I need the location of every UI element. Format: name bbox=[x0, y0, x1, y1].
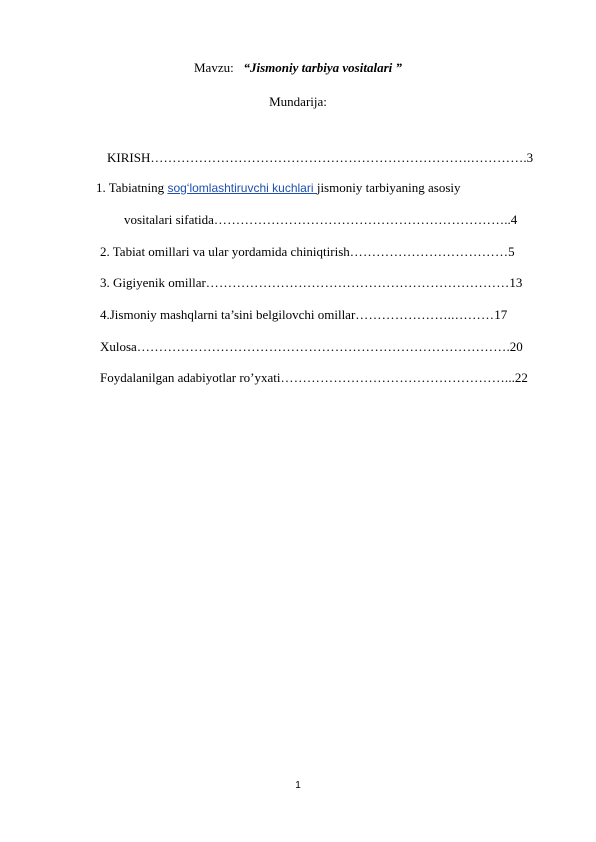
toc-entry-references[interactable] bbox=[100, 370, 556, 386]
toc-label: vositalari sifatida bbox=[124, 212, 214, 227]
page-number: 1 bbox=[295, 780, 301, 791]
toc-label: 2. Tabiat omillari va ular yordamida chiniqtirish bbox=[100, 244, 350, 259]
toc-leader: ………………………………………………………… bbox=[213, 212, 505, 227]
toc-leader: …………………………………………………………… bbox=[205, 275, 510, 290]
toc-entry-2[interactable] bbox=[100, 244, 548, 260]
toc-leader: ………………………………………………………………………… bbox=[136, 339, 507, 354]
toc-page: ..22 bbox=[508, 370, 528, 385]
toc-label: 3. Gigiyenik omillar bbox=[100, 275, 206, 290]
toc-entry-4[interactable] bbox=[100, 307, 552, 323]
toc-leader: ……………………………………………………………….………… bbox=[150, 150, 524, 165]
toc-label-continued: jismoniy tarbiyaning asosiy bbox=[316, 180, 461, 195]
document-title bbox=[0, 60, 596, 76]
toc-page: ..4 bbox=[504, 212, 518, 227]
toc-entry-xulosa[interactable] bbox=[100, 339, 552, 355]
toc-page: 17 bbox=[494, 307, 508, 322]
toc-label: 4.Jismoniy mashqlarni ta’sini belgilovchi omillar bbox=[100, 307, 356, 322]
title-topic: “Jismoniy tarbiya vositalari ” bbox=[243, 60, 402, 75]
toc-label: 1. Tabiatning bbox=[96, 180, 168, 195]
hyperlink[interactable]: sog‘lomlashtiruvchi kuchlari bbox=[167, 181, 317, 195]
toc-label: Foydalanilgan adabiyotlar ro’yxati bbox=[100, 370, 281, 385]
toc-entry-1[interactable] bbox=[96, 180, 536, 196]
toc-label: KIRISH bbox=[107, 150, 151, 165]
contents-heading: Mundarija: bbox=[269, 94, 327, 109]
toc-leader: ……………………………… bbox=[349, 244, 509, 259]
toc-page: .20 bbox=[506, 339, 523, 354]
toc-entry-1-continued[interactable] bbox=[124, 212, 544, 228]
toc-leader: ……………………………………………. bbox=[280, 370, 509, 385]
toc-entry-kirish[interactable] bbox=[107, 150, 547, 166]
toc-leader: …………………..……… bbox=[355, 307, 495, 322]
toc-label: Xulosa bbox=[100, 339, 137, 354]
toc-page: 13 bbox=[509, 275, 523, 290]
toc-page: 5 bbox=[508, 244, 515, 259]
toc-page: .3 bbox=[523, 150, 534, 165]
title-prefix: Mavzu: bbox=[193, 60, 234, 75]
toc-entry-3[interactable] bbox=[100, 275, 552, 291]
